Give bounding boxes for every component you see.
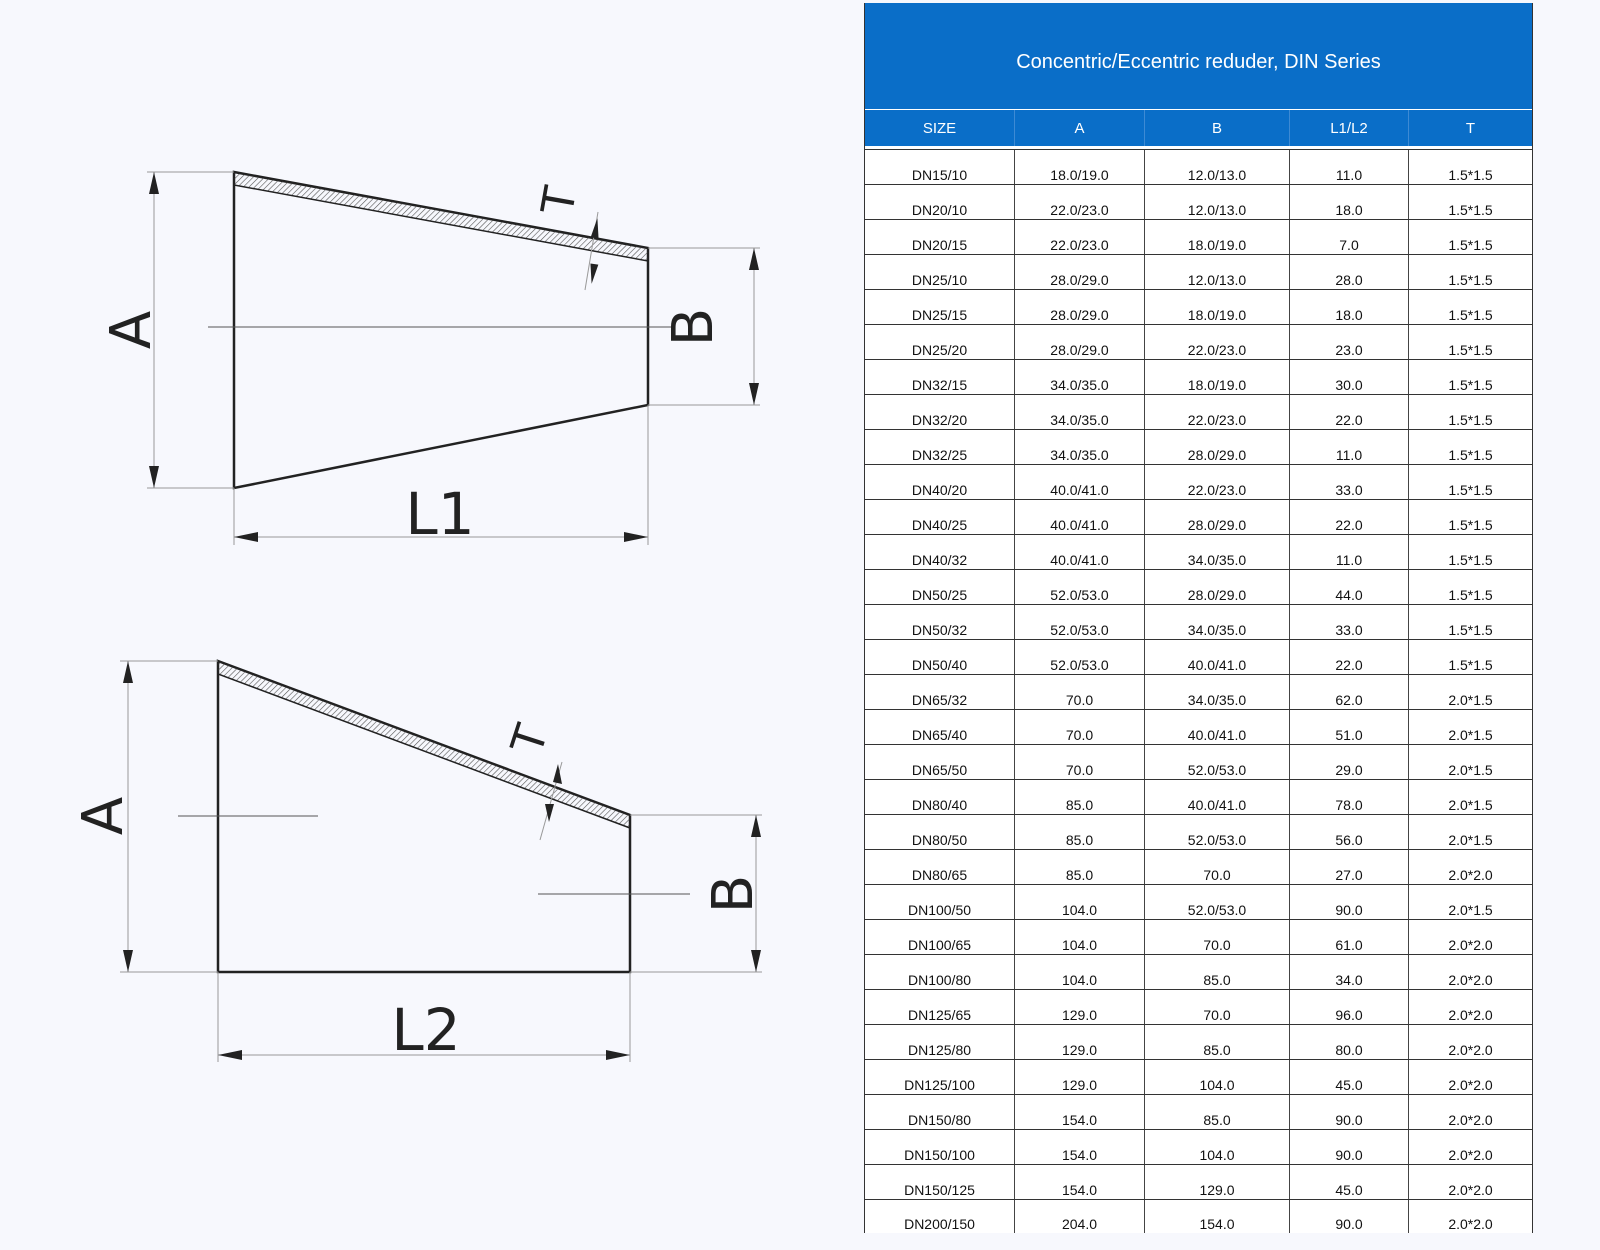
cell-t: 2.0*2.0 [1448,972,1493,988]
cell-a: 85.0 [1015,780,1145,814]
cell-t: 1.5*1.5 [1448,307,1493,323]
cell-a: 85.0 [1015,850,1145,884]
spec-table [864,3,1533,1233]
cell-t: 2.0*1.5 [1448,797,1493,813]
arrow-left-icon [234,532,258,542]
cell-length: 90.0 [1290,885,1409,919]
cell-b: 85.0 [1145,1025,1290,1059]
arrow-up-icon [149,172,159,194]
cell-b: 70.0 [1145,850,1290,884]
cell-length: 11.0 [1290,150,1409,184]
cell-length: 11.0 [1290,535,1409,569]
cell-a: 40.0/41.0 [1015,535,1145,569]
arrow-down-icon [751,950,761,972]
cell-length: 18.0 [1290,290,1409,324]
arrow-down-icon [749,383,759,405]
table-row [865,1059,1532,1094]
cell-length: 33.0 [1290,605,1409,639]
table-row [865,219,1532,254]
cell-t: 2.0*1.5 [1448,902,1493,918]
thickness-t-label: T [532,182,588,219]
concentric-reducer-drawing [99,172,760,548]
cell-a: 154.0 [1015,1130,1145,1164]
cell-b: 12.0/13.0 [1145,150,1290,184]
cell-a: 70.0 [1015,745,1145,779]
cell-t: 1.5*1.5 [1448,202,1493,218]
cell-t: 2.0*1.5 [1448,762,1493,778]
cell-t: 1.5*1.5 [1448,482,1493,498]
cell-b: 28.0/29.0 [1145,430,1290,464]
cell-a: 28.0/29.0 [1015,325,1145,359]
cell-t: 1.5*1.5 [1448,447,1493,463]
arrow-down-icon [123,950,133,972]
cell-length: 22.0 [1290,500,1409,534]
cell-b: 40.0/41.0 [1145,780,1290,814]
cell-b: 40.0/41.0 [1145,710,1290,744]
table-row [865,359,1532,394]
cell-size: DN20/10 [865,185,1015,219]
cell-size: DN65/32 [865,675,1015,709]
cell-b: 52.0/53.0 [1145,745,1290,779]
cell-length: 23.0 [1290,325,1409,359]
cell-size: DN50/40 [865,640,1015,674]
cell-a: 40.0/41.0 [1015,465,1145,499]
cell-a: 70.0 [1015,675,1145,709]
arrow-up-icon [751,815,761,837]
dimension-b-label: B [661,307,726,347]
cell-size: DN25/20 [865,325,1015,359]
cell-length: 61.0 [1290,920,1409,954]
cell-a: 52.0/53.0 [1015,570,1145,604]
cell-length: 90.0 [1290,1095,1409,1129]
cell-t: 2.0*2.0 [1448,867,1493,883]
cell-a: 104.0 [1015,955,1145,989]
cell-t: 1.5*1.5 [1448,342,1493,358]
table-row [865,849,1532,884]
cell-b: 22.0/23.0 [1145,325,1290,359]
cell-b: 22.0/23.0 [1145,395,1290,429]
cell-b: 52.0/53.0 [1145,815,1290,849]
cell-b: 18.0/19.0 [1145,360,1290,394]
cell-b: 154.0 [1145,1200,1290,1233]
cell-t: 1.5*1.5 [1448,377,1493,393]
dimension-l1-label: L1 [405,480,475,548]
cell-a: 129.0 [1015,1060,1145,1094]
cell-length: 22.0 [1290,395,1409,429]
cell-t: 1.5*1.5 [1448,622,1493,638]
cell-length: 30.0 [1290,360,1409,394]
table-row [865,989,1532,1024]
table-row [865,324,1532,359]
dimension-b-label: B [701,874,766,914]
cell-a: 154.0 [1015,1165,1145,1199]
cell-t: 2.0*2.0 [1448,937,1493,953]
cell-length: 96.0 [1290,990,1409,1024]
cell-length: 80.0 [1290,1025,1409,1059]
table-row [865,1164,1532,1199]
cell-a: 104.0 [1015,885,1145,919]
cell-t: 1.5*1.5 [1448,167,1493,183]
cell-size: DN100/65 [865,920,1015,954]
cell-t: 2.0*1.5 [1448,832,1493,848]
cell-a: 154.0 [1015,1095,1145,1129]
table-row [865,744,1532,779]
cell-t: 2.0*1.5 [1448,727,1493,743]
cell-size: DN50/25 [865,570,1015,604]
cell-t: 2.0*2.0 [1448,1182,1493,1198]
table-row [865,604,1532,639]
cell-size: DN150/125 [865,1165,1015,1199]
arrow-left-icon [218,1050,242,1060]
table-row [865,569,1532,604]
cell-t: 2.0*2.0 [1448,1077,1493,1093]
cell-length: 45.0 [1290,1165,1409,1199]
cell-a: 129.0 [1015,1025,1145,1059]
eccentric-reducer-drawing [71,661,766,1064]
cell-length: 33.0 [1290,465,1409,499]
cell-size: DN32/25 [865,430,1015,464]
cell-length: 7.0 [1290,220,1409,254]
cell-size: DN32/20 [865,395,1015,429]
table-row [865,884,1532,919]
cell-length: 29.0 [1290,745,1409,779]
cell-a: 18.0/19.0 [1015,150,1145,184]
cell-size: DN20/15 [865,220,1015,254]
cell-b: 70.0 [1145,920,1290,954]
cell-t: 1.5*1.5 [1448,587,1493,603]
cell-size: DN80/40 [865,780,1015,814]
column-header-length: L1/L2 [1290,110,1409,146]
table-row [865,254,1532,289]
cell-size: DN25/10 [865,255,1015,289]
cell-size: DN150/100 [865,1130,1015,1164]
table-row [865,1094,1532,1129]
table-row [865,289,1532,324]
table-row [865,954,1532,989]
cell-t: 1.5*1.5 [1448,657,1493,673]
arrow-up-icon [749,248,759,270]
cell-b: 34.0/35.0 [1145,605,1290,639]
table-row [865,639,1532,674]
cell-length: 90.0 [1290,1200,1409,1233]
cell-length: 18.0 [1290,185,1409,219]
cell-t: 1.5*1.5 [1448,237,1493,253]
dimension-a-label: A [99,310,164,350]
cell-b: 22.0/23.0 [1145,465,1290,499]
cell-a: 129.0 [1015,990,1145,1024]
cell-a: 104.0 [1015,920,1145,954]
cell-length: 90.0 [1290,1130,1409,1164]
cell-a: 22.0/23.0 [1015,220,1145,254]
table-body [865,146,1532,1233]
cell-a: 34.0/35.0 [1015,360,1145,394]
cell-a: 34.0/35.0 [1015,430,1145,464]
thickness-t-label: T [501,718,559,761]
cell-b: 18.0/19.0 [1145,220,1290,254]
column-header-b: B [1145,110,1290,146]
cell-size: DN200/150 [865,1200,1015,1233]
cell-size: DN32/15 [865,360,1015,394]
table-row [865,814,1532,849]
cell-b: 28.0/29.0 [1145,500,1290,534]
cell-b: 104.0 [1145,1130,1290,1164]
cell-t: 1.5*1.5 [1448,552,1493,568]
cell-size: DN150/80 [865,1095,1015,1129]
cell-b: 34.0/35.0 [1145,675,1290,709]
cell-length: 28.0 [1290,255,1409,289]
column-header-t: T [1465,119,1476,137]
table-title: Concentric/Eccentric reduder, DIN Series [865,3,1532,109]
cell-size: DN80/50 [865,815,1015,849]
cell-b: 52.0/53.0 [1145,885,1290,919]
column-header-size: SIZE [865,110,1015,146]
dimension-a-label: A [71,796,136,836]
cell-a: 22.0/23.0 [1015,185,1145,219]
cell-t: 1.5*1.5 [1448,517,1493,533]
cell-t: 2.0*2.0 [1448,1147,1493,1163]
table-header-row [865,109,1532,146]
cell-length: 27.0 [1290,850,1409,884]
cell-a: 34.0/35.0 [1015,395,1145,429]
cell-b: 34.0/35.0 [1145,535,1290,569]
cell-size: DN125/100 [865,1060,1015,1094]
cell-length: 56.0 [1290,815,1409,849]
arrow-down-icon [591,218,602,239]
table-row [865,499,1532,534]
cell-a: 52.0/53.0 [1015,640,1145,674]
table-row [865,149,1532,184]
table-row [865,709,1532,744]
cell-length: 78.0 [1290,780,1409,814]
cell-b: 85.0 [1145,1095,1290,1129]
cell-t: 2.0*2.0 [1448,1007,1493,1023]
cell-t: 1.5*1.5 [1448,272,1493,288]
cell-b: 70.0 [1145,990,1290,1024]
cell-a: 70.0 [1015,710,1145,744]
cell-b: 12.0/13.0 [1145,255,1290,289]
table-row [865,779,1532,814]
cell-length: 45.0 [1290,1060,1409,1094]
cell-size: DN40/32 [865,535,1015,569]
cell-b: 40.0/41.0 [1145,640,1290,674]
arrow-right-icon [606,1050,630,1060]
cell-b: 18.0/19.0 [1145,290,1290,324]
cell-t: 1.5*1.5 [1448,412,1493,428]
arrow-down-icon [149,466,159,488]
table-row [865,464,1532,499]
cell-a: 204.0 [1015,1200,1145,1233]
cell-size: DN15/10 [865,150,1015,184]
cell-size: DN80/65 [865,850,1015,884]
cell-t: 2.0*1.5 [1448,692,1493,708]
cell-b: 85.0 [1145,955,1290,989]
cell-length: 62.0 [1290,675,1409,709]
cell-size: DN125/80 [865,1025,1015,1059]
cell-size: DN25/15 [865,290,1015,324]
table-row [865,184,1532,219]
cell-length: 11.0 [1290,430,1409,464]
table-row [865,394,1532,429]
cell-a: 40.0/41.0 [1015,500,1145,534]
table-row [865,674,1532,709]
table-row [865,534,1532,569]
column-header-a: A [1015,110,1145,146]
cell-a: 52.0/53.0 [1015,605,1145,639]
cell-t: 2.0*2.0 [1448,1112,1493,1128]
cell-t: 2.0*2.0 [1448,1042,1493,1058]
cell-a: 85.0 [1015,815,1145,849]
dimension-l2-label: L2 [391,996,461,1064]
eccentric-wall-hatch [218,661,630,828]
cell-b: 104.0 [1145,1060,1290,1094]
arrow-up-icon [123,661,133,683]
cell-t: 2.0*2.0 [1448,1216,1493,1232]
table-row [865,919,1532,954]
table-row [865,1129,1532,1164]
cell-size: DN125/65 [865,990,1015,1024]
cell-a: 28.0/29.0 [1015,255,1145,289]
cell-b: 12.0/13.0 [1145,185,1290,219]
arrow-right-icon [624,532,648,542]
cell-size: DN65/50 [865,745,1015,779]
cell-b: 28.0/29.0 [1145,570,1290,604]
cell-size: DN100/80 [865,955,1015,989]
cell-size: DN40/25 [865,500,1015,534]
cell-size: DN50/32 [865,605,1015,639]
cell-length: 22.0 [1290,640,1409,674]
cell-length: 51.0 [1290,710,1409,744]
table-row [865,1199,1532,1233]
cell-size: DN65/40 [865,710,1015,744]
cell-size: DN100/50 [865,885,1015,919]
cell-size: DN40/20 [865,465,1015,499]
cell-length: 44.0 [1290,570,1409,604]
cell-a: 28.0/29.0 [1015,290,1145,324]
table-row [865,1024,1532,1059]
cell-b: 129.0 [1145,1165,1290,1199]
cell-length: 34.0 [1290,955,1409,989]
table-row [865,429,1532,464]
concentric-wall-hatch [234,172,648,261]
